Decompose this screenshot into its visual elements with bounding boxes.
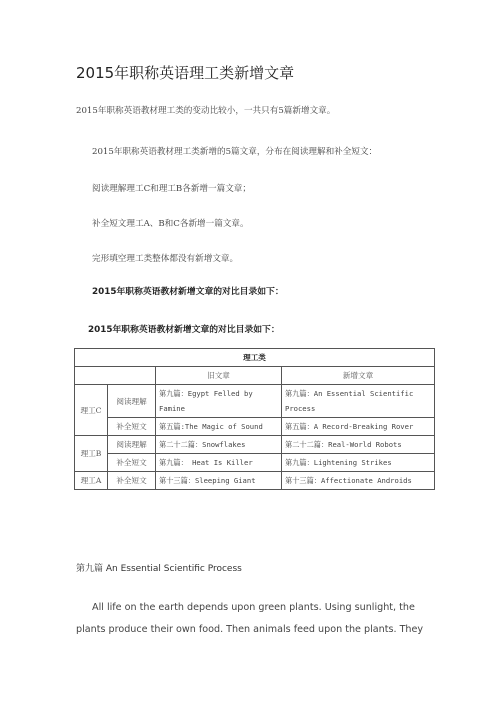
row-type: 补全短文 [108,454,156,472]
comparison-table [74,348,435,490]
row-new: 第五篇：A Record-Breaking Rover [282,418,435,436]
table-row [75,385,435,418]
header-blank [75,367,156,385]
row-new: 第二十二篇：Real-World Robots [282,436,435,454]
group-c: 理工C [75,385,108,436]
row-new: 第十三篇：Affectionate Androids [282,472,435,490]
paragraph-3: 补全短文理工A、B和C各新增一篇文章。 [92,219,249,229]
row-type: 阅读理解 [108,385,156,418]
table-row [75,454,435,472]
paragraph-4: 完形填空理工类整体都没有新增文章。 [92,254,239,264]
row-new: 第九篇：Lightening Strikes [282,454,435,472]
row-old: 第二十二篇：Snowflakes [156,436,282,454]
group-a: 理工A [75,472,108,490]
row-type: 补全短文 [108,418,156,436]
intro-paragraph: 2015年职称英语教材理工类的变动比较小，一共只有5篇新增文章。 [76,106,336,116]
section-heading: 第九篇 An Essential Scientific Process [76,564,242,574]
header-old: 旧文章 [156,367,282,385]
row-type: 阅读理解 [108,436,156,454]
table-header-row [75,367,435,385]
document-title: 2015年职称英语理工类新增文章 [76,64,295,82]
heading-1: 2015年职称英语教材新增文章的对比目录如下： [92,287,284,297]
paragraph-1: 2015年职称英语教材理工类新增的5篇文章，分布在阅读理解和补全短文： [92,147,378,157]
row-old: 第十三篇：Sleeping Giant [156,472,282,490]
paragraph-2: 阅读理解理工C和理工B各新增一篇文章； [92,184,251,194]
row-old: 第九篇：Egypt Felled by Famine [156,385,282,418]
row-new: 第九篇：An Essential Scientific Process [282,385,435,418]
table-row [75,418,435,436]
group-b: 理工B [75,436,108,472]
heading-2: 2015年职称英语教材新增文章的对比目录如下： [88,325,280,335]
table-row [75,472,435,490]
header-new: 新增文章 [282,367,435,385]
row-old: 第五篇:The Magic of Sound [156,418,282,436]
table-title: 理工类 [75,349,435,367]
section-body: All life on the earth depends upon green plants. Using sunlight, the plants produce their own food. Then animals feed upon the plants. They [76,602,424,635]
row-old: 第九篇： Heat Is Killer [156,454,282,472]
table-title-row [75,349,435,367]
row-type: 补全短文 [108,472,156,490]
table-row [75,436,435,454]
